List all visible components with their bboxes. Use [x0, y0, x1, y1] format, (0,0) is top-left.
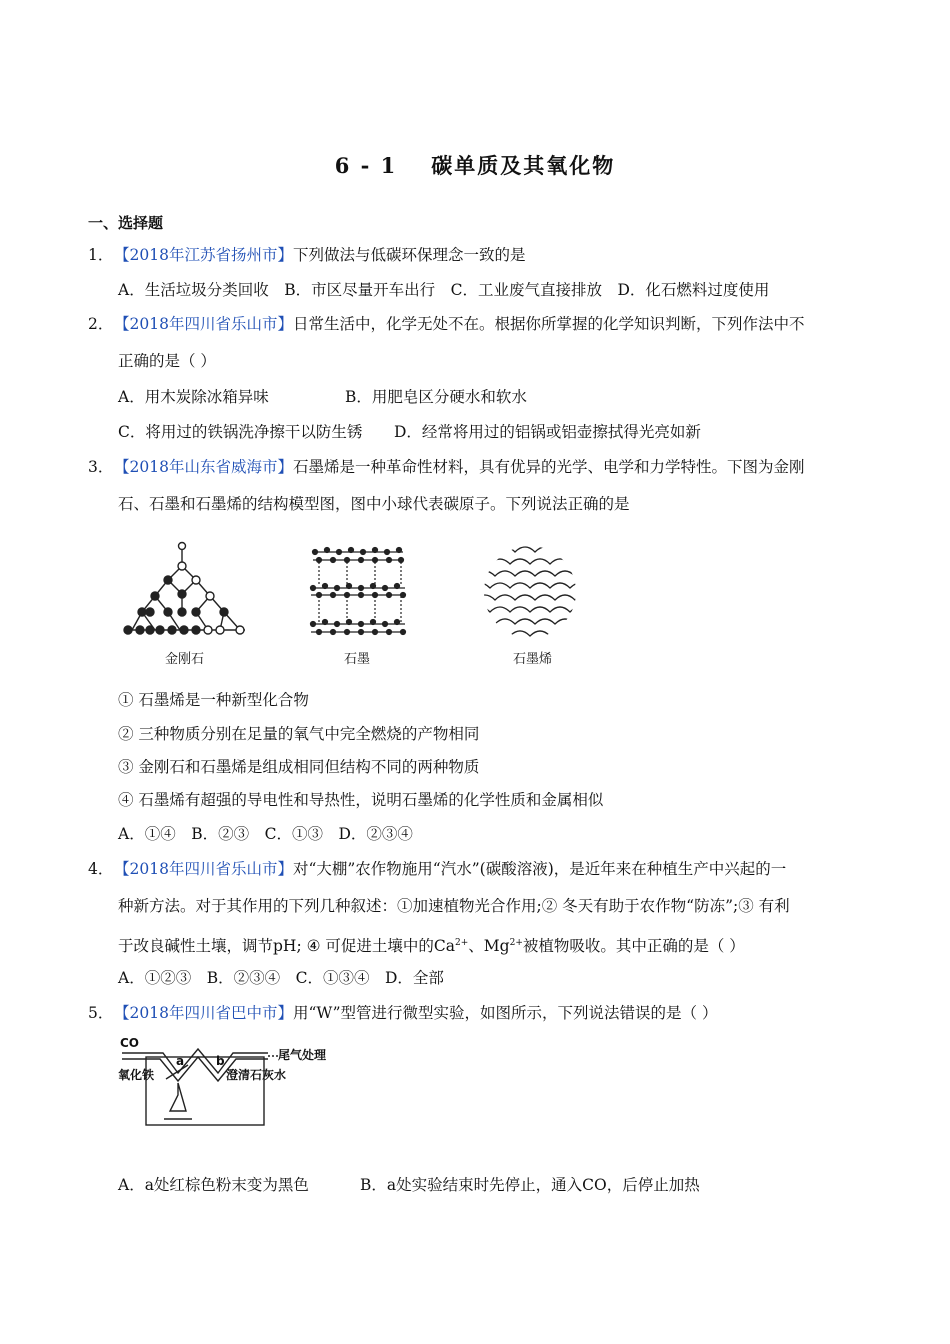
question-1-options: A．生活垃圾分类回收 B．市区尽量开车出行 C．工业废气直接排放 D．化石燃料过度使用: [118, 281, 770, 299]
caption-graphene: 石墨烯: [513, 652, 553, 667]
page-title: [0, 150, 950, 180]
w-tube-apparatus-figure: [118, 1035, 348, 1130]
question-3-stem: 3．【2018年山东省威海市】石墨烯是一种革命性材料，具有优异的光学、电学和力学特性。下图为金刚: [88, 458, 805, 476]
title-number: 6 - 1: [334, 153, 398, 178]
label-exhaust: 尾气处理: [278, 1048, 327, 1062]
title-text: 碳单质及其氧化物: [431, 153, 616, 178]
question-4-stem-cont: 种新方法。对于其作用的下列几种叙述：①加速植物光合作用;② 冬天有助于农作物“防冻”;③ 有利: [118, 897, 790, 915]
caption-diamond: 金刚石: [165, 652, 205, 667]
question-4-options: A．①②③ B．②③④ C．①③④ D．全部: [118, 969, 444, 987]
label-co: CO: [120, 1036, 140, 1050]
label-limewater: 澄清石灰水: [226, 1068, 287, 1082]
question-3-options: A．①④ B．②③ C．①③ D．②③④: [118, 825, 413, 843]
question-3-item-1: ① 石墨烯是一种新型化合物: [118, 691, 309, 709]
question-3-item-3: ③ 金刚石和石墨烯是组成相同但结构不同的两种物质: [118, 758, 480, 776]
question-5-stem: 5．【2018年四川省巴中市】用“W”型管进行微型实验，如图所示，下列说法错误的是（ ）: [88, 1004, 718, 1022]
question-3-stem-cont: 石、石墨和石墨烯的结构模型图，图中小球代表碳原子。下列说法正确的是: [118, 495, 630, 513]
question-3-source: 【2018年山东省威海市】: [114, 458, 293, 476]
question-2-stem-cont: 正确的是（ ）: [118, 352, 216, 370]
question-2-source: 【2018年四川省乐山市】: [114, 315, 293, 333]
question-2-option-c: C．将用过的铁锅洗净擦干以防生锈: [118, 423, 363, 441]
question-4-stem: 4．【2018年四川省乐山市】对“大棚”农作物施用“汽水”(碳酸溶液)，是近年来在种植生产中兴起的一: [88, 860, 787, 878]
question-1-stem: 1．【2018年江苏省扬州市】下列做法与低碳环保理念一致的是: [88, 246, 526, 264]
label-b: b: [216, 1054, 225, 1068]
section-heading: 一、选择题: [88, 214, 164, 232]
caption-graphite: 石墨: [344, 652, 371, 667]
question-5-option-a: A．a处红棕色粉末变为黑色: [118, 1176, 309, 1194]
diamond-structure-figure: [120, 538, 250, 643]
question-3-item-2: ② 三种物质分别在足量的氧气中完全燃烧的产物相同: [118, 725, 480, 743]
question-5-option-b: B．a处实验结束时先停止，通入CO，后停止加热: [360, 1176, 700, 1194]
graphene-structure-figure: [480, 542, 580, 642]
question-3-item-4: ④ 石墨烯有超强的导电性和导热性，说明石墨烯的化学性质和金属相似: [118, 791, 604, 809]
question-2-option-b: B．用肥皂区分硬水和软水: [345, 388, 527, 406]
label-iron-oxide: 氧化铁: [118, 1068, 155, 1082]
question-2-stem: 2．【2018年四川省乐山市】日常生活中，化学无处不在。根据你所掌握的化学知识判断，下列作法中不: [88, 315, 805, 333]
question-1-source: 【2018年江苏省扬州市】: [114, 246, 293, 264]
label-a: a: [176, 1054, 185, 1068]
graphite-structure-figure: [305, 542, 410, 642]
question-2-option-d: D．经常将用过的铝锅或铝壶擦拭得光亮如新: [394, 423, 701, 441]
question-4-stem-cont-2: 于改良碱性土壤，调节pH; ④ 可促进土壤中的$Ca^{2+}$、$Mg^{2+}$被植物吸收。其中正确的是（ ）: [118, 937, 745, 956]
question-2-option-a: A．用木炭除冰箱异味: [118, 388, 269, 406]
question-5-source: 【2018年四川省巴中市】: [114, 1004, 293, 1022]
question-4-source: 【2018年四川省乐山市】: [114, 860, 293, 878]
